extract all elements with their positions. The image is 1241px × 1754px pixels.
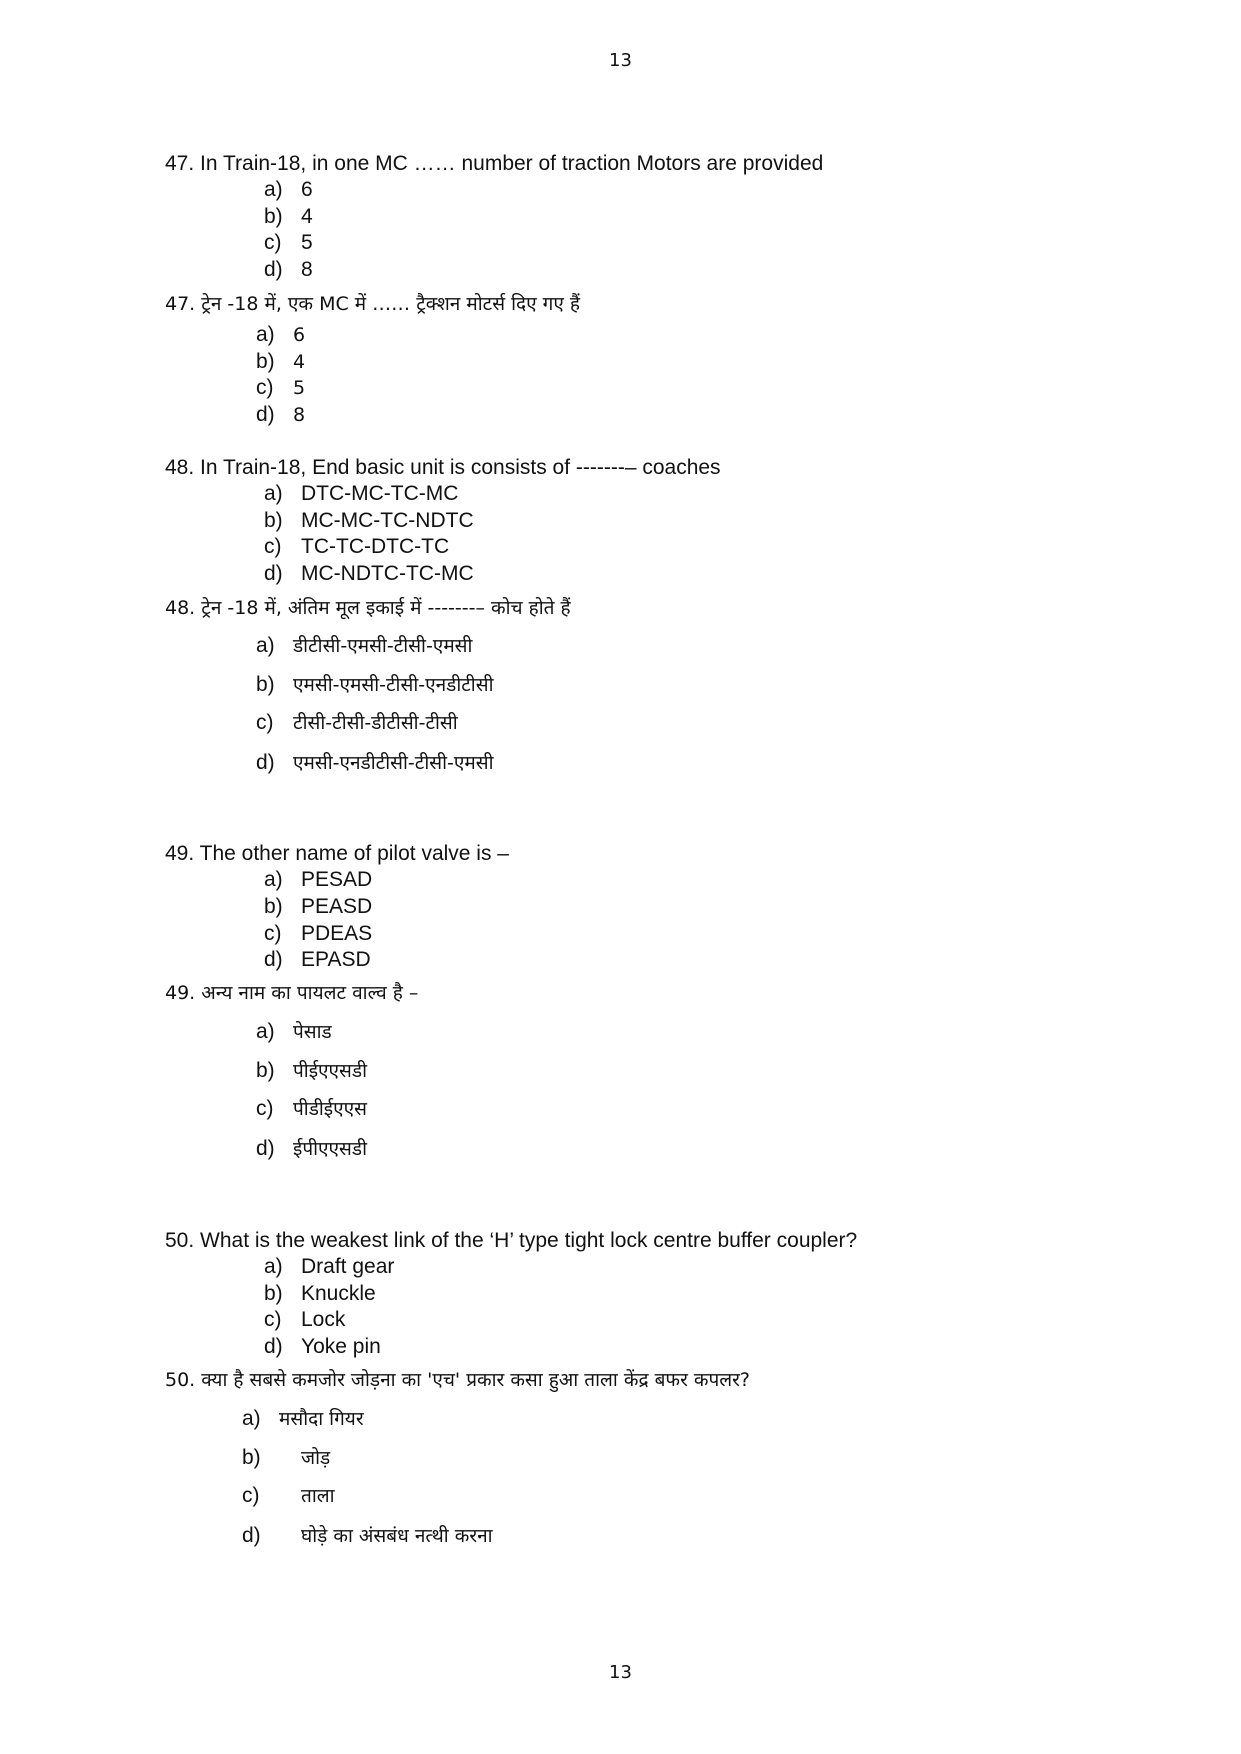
option-text: PDEAS — [301, 922, 373, 945]
option-text: एमसी-एनडीटीसी-टीसी-एमसी — [293, 752, 494, 774]
option-text: 4 — [301, 205, 313, 228]
option-label: a) — [256, 1020, 275, 1043]
option-text: डीटीसी-एमसी-टीसी-एमसी — [293, 635, 473, 657]
question-text: 49. The other name of pilot valve is – — [165, 842, 509, 865]
option-text: DTC-MC-TC-MC — [301, 482, 459, 505]
option-text: 4 — [293, 351, 306, 373]
option-label: c) — [264, 535, 282, 558]
option-text: एमसी-एमसी-टीसी-एनडीटीसी — [293, 674, 494, 696]
option-label: c) — [242, 1484, 260, 1507]
option-label: b) — [264, 509, 283, 532]
question-text: 50. क्या है सबसे कमजोर जोड़ना का 'एच' प्रकार कसा हुआ ताला केंद्र बफर कपलर? — [165, 1369, 751, 1391]
option-label: a) — [264, 868, 283, 891]
option-label: c) — [264, 922, 282, 945]
question-text: 48. ट्रेन -18 में, अंतिम मूल इकाई में -------– कोच होते हैं — [165, 597, 571, 619]
option-text: Knuckle — [301, 1282, 376, 1305]
option-text: पेसाड — [293, 1021, 332, 1043]
option-label: b) — [256, 1059, 275, 1082]
option-label: b) — [264, 205, 283, 228]
option-text: 8 — [293, 404, 306, 426]
page-number-top: 13 — [609, 50, 632, 71]
option-text: Draft gear — [301, 1255, 395, 1278]
option-label: d) — [256, 751, 275, 774]
option-label: d) — [264, 948, 283, 971]
option-label: a) — [256, 323, 275, 346]
option-label: a) — [264, 178, 283, 201]
option-text: जोड़ — [301, 1447, 331, 1469]
option-label: d) — [256, 1137, 275, 1160]
option-label: c) — [256, 1097, 274, 1120]
option-text: 5 — [293, 377, 306, 399]
option-text: MC-NDTC-TC-MC — [301, 562, 474, 585]
option-label: d) — [242, 1524, 261, 1547]
option-text: Lock — [301, 1308, 346, 1331]
option-text: PESAD — [301, 868, 373, 891]
option-label: b) — [256, 350, 275, 373]
option-text: 5 — [301, 231, 313, 254]
option-text: पीईएएसडी — [293, 1060, 367, 1082]
option-text: MC-MC-TC-NDTC — [301, 509, 474, 532]
question-text: 47. In Train-18, in one MC …… number of traction Motors are provided — [165, 152, 824, 175]
option-label: c) — [264, 1308, 282, 1331]
option-label: d) — [264, 1335, 283, 1358]
option-label: c) — [256, 376, 274, 399]
question-text: 47. ट्रेन -18 में, एक MC में …… ट्रैक्शन मोटर्स दिए गए हैं — [165, 293, 580, 315]
option-label: d) — [264, 258, 283, 281]
option-text: टीसी-टीसी-डीटीसी-टीसी — [293, 712, 458, 734]
option-text: 6 — [301, 178, 313, 201]
question-text: 49. अन्य नाम का पायलट वाल्व है – — [165, 982, 419, 1004]
option-label: a) — [264, 482, 283, 505]
option-label: d) — [264, 562, 283, 585]
option-text: TC-TC-DTC-TC — [301, 535, 450, 558]
option-text: ताला — [301, 1485, 335, 1507]
option-text: Yoke pin — [301, 1335, 381, 1358]
page-number-bottom: 13 — [609, 1662, 632, 1683]
question-text: 50. What is the weakest link of the ‘H’ type tight lock centre buffer coupler? — [165, 1229, 858, 1252]
option-text: मसौदा गियर — [279, 1408, 364, 1430]
option-label: b) — [256, 673, 275, 696]
option-label: b) — [264, 895, 283, 918]
option-label: b) — [264, 1282, 283, 1305]
option-label: a) — [264, 1255, 283, 1278]
option-text: घोड़े का अंसबंध नत्थी करना — [301, 1525, 493, 1547]
option-label: d) — [256, 403, 275, 426]
option-label: b) — [242, 1446, 261, 1469]
option-text: 8 — [301, 258, 313, 281]
option-text: ईपीएएसडी — [293, 1138, 367, 1160]
option-label: a) — [242, 1407, 261, 1430]
option-text: EPASD — [301, 948, 371, 971]
option-label: c) — [256, 711, 274, 734]
option-label: c) — [264, 231, 282, 254]
question-text: 48. In Train-18, End basic unit is consists of -------– coaches — [165, 456, 721, 479]
option-text: 6 — [293, 324, 306, 346]
option-text: पीडीईएएस — [293, 1098, 367, 1120]
option-text: PEASD — [301, 895, 373, 918]
option-label: a) — [256, 634, 275, 657]
